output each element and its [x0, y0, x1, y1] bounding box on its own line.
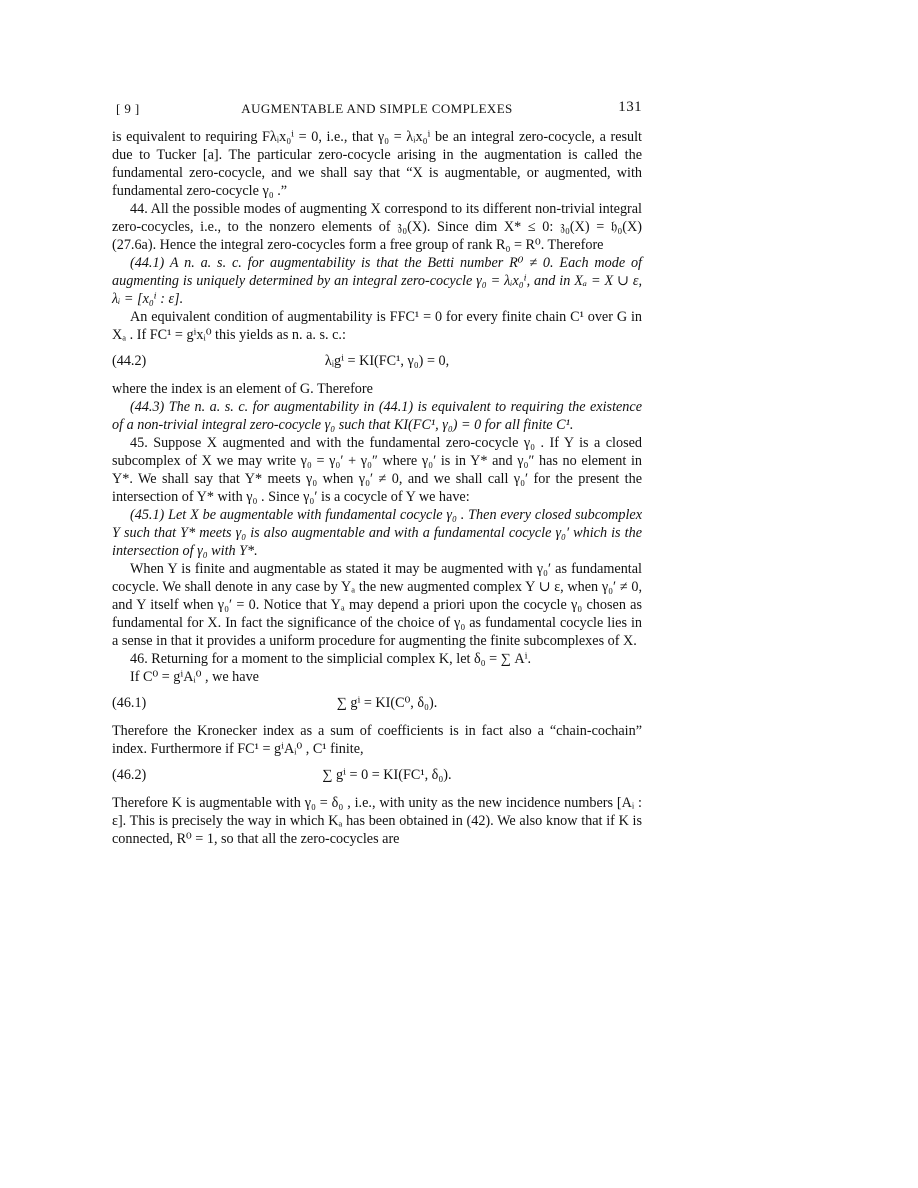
equation-body: λᵢgⁱ = KI(FC¹, γ₀) = 0, — [324, 353, 450, 369]
paragraph: When Y is finite and augmentable as stated it may be augmented with γ₀′ as fundamental cocycle. We shall denote in any case by Yₐ the new augmented complex Y ∪ ε, when γ₀′ ≠ 0, and Y itself when γ₀′ = 0. Notice that Yₐ may depend a priori upon the cocycle γ₀ chosen as fundamental for X. In fact the significance of the choice of γ₀ as fundamental cocycle lies in a sense in that it provides a uniform procedure for augmenting the finite subcomplexes of X. — [112, 561, 642, 649]
equation — [112, 352, 642, 370]
section-number: [ 9 ] — [116, 101, 140, 116]
equation — [112, 694, 642, 712]
page-number: 131 — [618, 99, 642, 115]
paragraph: 45. Suppose X augmented and with the fundamental zero-cocycle γ₀ . If Y is a closed subcomplex of X we may write γ₀ = γ₀′ + γ₀″ where γ₀′ is in Y* and γ₀″ has no element in Y*. We shall say that Y* meets γ₀ when γ₀′ ≠ 0, and we shall call γ₀′ for the present the intersection of Y* with γ₀ . Since γ₀′ is a cocycle of Y we have: — [112, 435, 642, 505]
paragraph: where the index is an element of G. Therefore — [112, 381, 373, 397]
theorem: (44.3) The n. a. s. c. for augmentability in (44.1) is equivalent to requiring the existence of a non-trivial integral zero-cocycle γ₀ such that KI(FC¹, γ₀) = 0 for all finite C¹. — [112, 399, 642, 433]
theorem: (45.1) Let X be augmentable with fundamental cocycle γ₀ . Then every closed subcomplex Y such that Y* meets γ₀ is also augmentable and with a fundamental cocycle γ₀′ which is the intersection of γ₀ with Y*. — [112, 507, 642, 559]
paragraph: 46. Returning for a moment to the simplicial complex K, let δ₀ = ∑ Aⁱ. — [130, 651, 532, 667]
equation-number: (46.2) — [112, 767, 147, 783]
running-title: AUGMENTABLE AND SIMPLE COMPLEXES — [241, 101, 513, 116]
theorem: (44.1) A n. a. s. c. for augmentability is that the Betti number R⁰ ≠ 0. Each mode of augmenting is uniquely determined by an integral zero-cocycle γ₀ = λᵢx₀ⁱ, and in Xₐ = X ∪ ε, λᵢ = [x₀ⁱ : ε]. — [112, 255, 642, 307]
running-header — [112, 96, 642, 118]
paragraph: 44. All the possible modes of augmenting X correspond to its different non-trivial integral zero-cocycles, i.e., to the nonzero elements of 𝔷₀(X). Since dim X* ≤ 0: 𝔷₀(X) = 𝔥₀(X) (27.6a). Hence the integral zero-cocycles form a free group of rank R₀ = R⁰. Therefore — [112, 201, 642, 253]
paragraph: Therefore the Kronecker index as a sum of coefficients is in fact also a “chain-cochain” index. Furthermore if FC¹ = gⁱAᵢ⁰ , C¹ finite, — [112, 723, 642, 757]
equation-body: ∑ gⁱ = 0 = KI(FC¹, δ₀). — [322, 767, 452, 783]
paragraph: Therefore K is augmentable with γ₀ = δ₀ , i.e., with unity as the new incidence numbers [Aᵢ : ε]. This is precisely the way in which Kₐ has been obtained in (42). We also know that if K is connected, R⁰ = 1, so that all the zero-cocycles are — [112, 795, 642, 847]
page — [112, 96, 642, 848]
equation-body: ∑ gⁱ = KI(C⁰, δ₀). — [336, 695, 438, 711]
equation-number: (44.2) — [112, 353, 147, 369]
equation — [112, 766, 642, 784]
equation-number: (46.1) — [112, 695, 147, 711]
paragraph: If C⁰ = gⁱAᵢ⁰ , we have — [130, 669, 259, 685]
paragraph: is equivalent to requiring Fλᵢx₀ⁱ = 0, i.e., that γ₀ = λᵢx₀ⁱ be an integral zero-cocycle, a result due to Tucker [a]. The particular zero-cocycle arising in the augmentation is called the fundamental zero-cocycle, and we shall say that “X is augmentable, or augmented, with fundamental zero-cocycle γ₀ .” — [112, 129, 642, 199]
paragraph: An equivalent condition of augmentability is FFC¹ = 0 for every finite chain C¹ over G in Xₐ . If FC¹ = gⁱxᵢ⁰ this yields as n. a. s. c.: — [112, 309, 642, 343]
